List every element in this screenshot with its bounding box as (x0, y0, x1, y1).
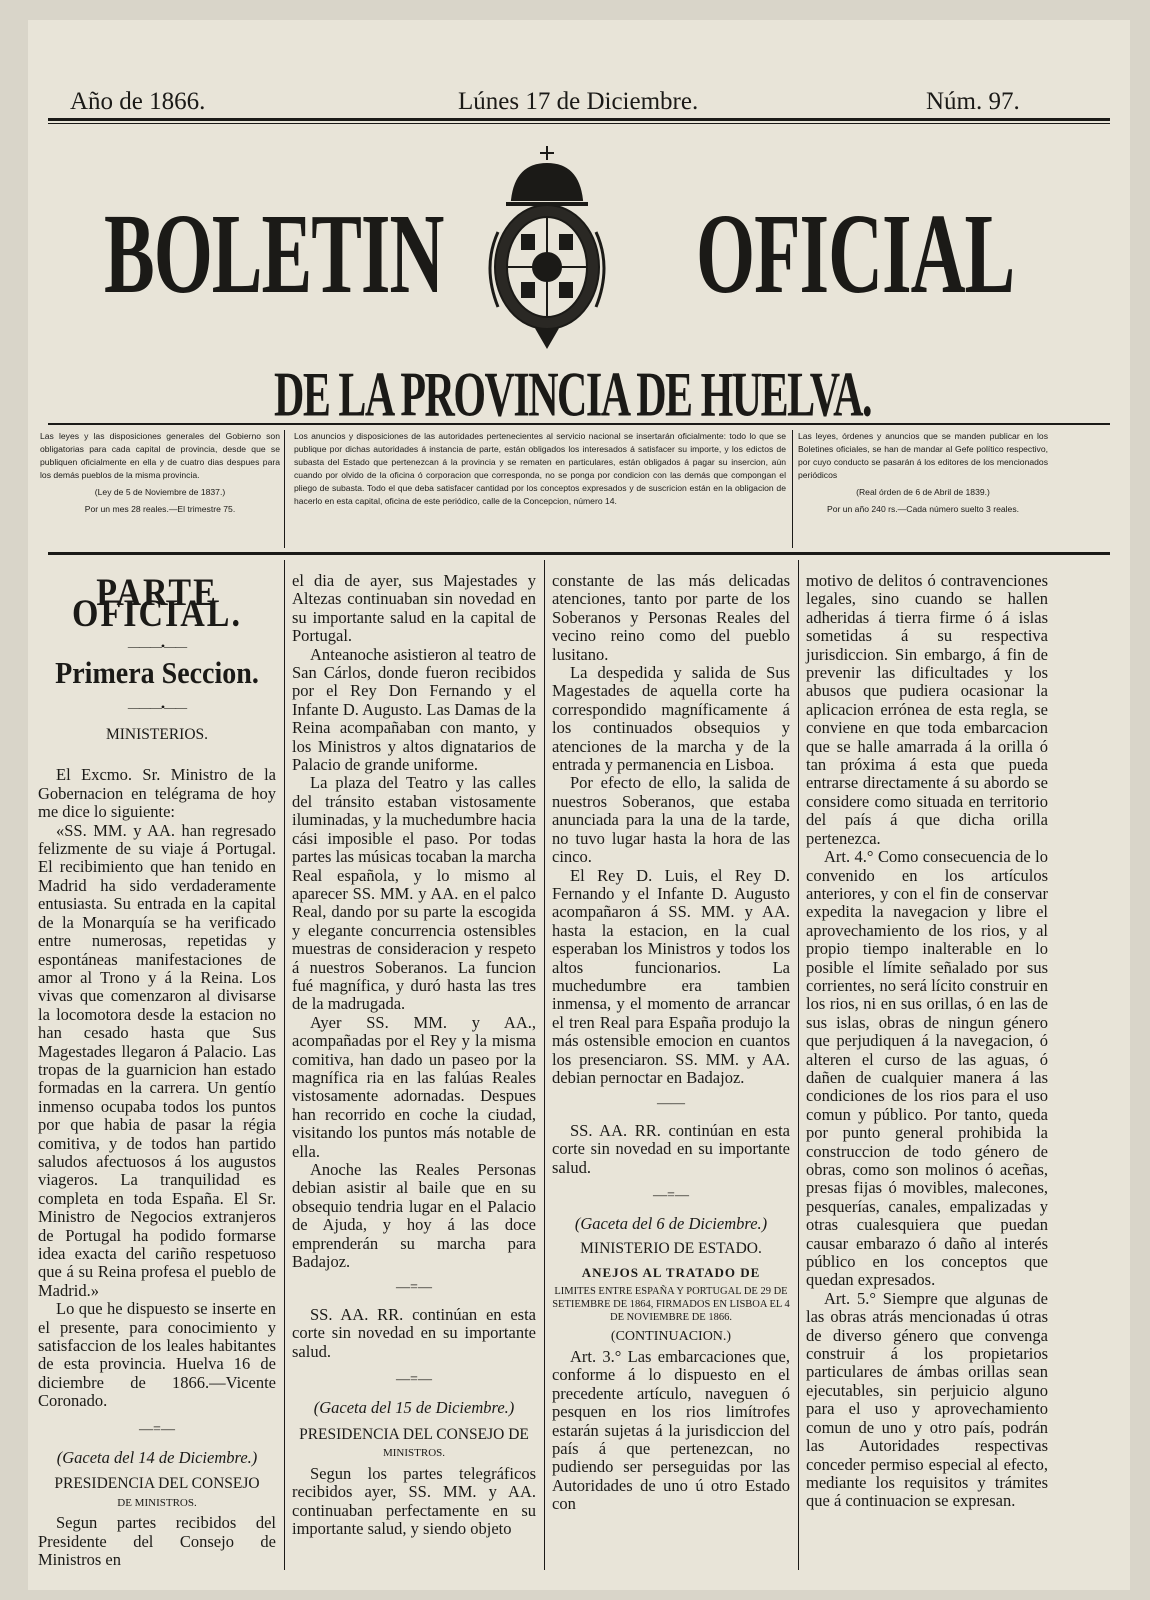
seccion-heading: Primera Seccion. (55, 656, 259, 691)
presidencia-heading: PRESIDENCIA DEL CONSEJO DE (299, 1425, 529, 1443)
masthead-title-right: OFICIAL (696, 191, 1015, 318)
info-left-text: Las leyes y las disposiciones generales del Gobierno son obligatorias para cada capital de provincia, desde que se publiquen oficialmente en ella y de cuatro dias despues para los demás pueblos de la misma provincia. (40, 431, 280, 480)
column-divider-3 (798, 560, 799, 1570)
presidencia-subheading: MINISTROS. (382, 1447, 446, 1460)
info-left-price: Por un mes 28 reales.—El trimestre 75. (84, 504, 236, 514)
paragraph: el dia de ayer, sus Majestades y Altezas continuaban sin novedad en su importante salud en la capital de Portugal. (292, 571, 536, 646)
separator: —=— (396, 1280, 432, 1296)
separator: —=— (653, 1188, 689, 1203)
separator: —— (657, 1096, 685, 1112)
masthead-title-left: BOLETIN (104, 191, 444, 318)
newspaper-page (28, 20, 1130, 1590)
paragraph: Lo que he dispuesto se inserte en el presente, para conocimiento y satisfaccion de los leales habitantes de esta provincia. Huelva 16 de diciembre de 1866.—Vicente Coronado. (38, 1299, 276, 1411)
masthead-subtitle: DE LA PROVINCIA DE HUELVA. (274, 361, 871, 431)
ministerios-heading: MINISTERIOS. (105, 726, 209, 744)
paragraph: La despedida y salida de Sus Magestades de aquella corte ha correspondido magníficamente á los continuados obsequios y atenciones de la marcha y de la entrada y permanencia en Lisboa. (552, 663, 790, 775)
info-left (40, 430, 280, 516)
paragraph: El Rey D. Luis, el Rey D. Fernando y el Infante D. Augusto acompañaron á SS. MM. y AA. hasta la estacion, en la cual esperaban los Ministros y todos los altos funcionarios. La muchedumbre era tambien inmensa, y el momento de arrancar el tren Real para España produjo la más ostensible emocion en cuantos los presenciaron. SS. MM. y AA. debian pernoctar en Badajoz. (552, 865, 790, 1087)
gaceta-citation: (Gaceta del 14 de Diciembre.) (56, 1448, 258, 1468)
date-label: Lúnes 17 de Diciembre. (458, 88, 699, 115)
info-left-law: (Ley de 5 de Noviembre de 1837.) (94, 487, 226, 497)
info-right-text: Las leyes, órdenes y anuncios que se manden publicar en los Boletines oficiales, se han de mandar al Gefe político respectivo, por cuyo conducto se pasarán á los editores de los mencionados periódicos (798, 431, 1048, 480)
info-divider-2 (792, 430, 793, 548)
separator: —=— (139, 1421, 175, 1437)
paragraph: «SS. MM. y AA. han regresado felizmente de su viaje á Portugal. El recibimiento que han tenido en Madrid ha sido verdaderamente entusiasta. Su entrada en la capital de la Monarquía se ha verificado entre numerosas, repetidas y espontáneas manifestaciones de amor al Trono y á la Reina. Los vivas que comenzaron al divisarse la locomotora desde la estacion no han cesado hasta que Sus Magestades llegaron á Palacio. Las tropas de la guarnicion han estado formadas en la carrera. Un gentío inmenso ocupaba todos los puntos por que habia de pasar la régia comitiva, y de todos han partido saludos afectuosos á los augustos viageros. La tranquilidad es completa en toda España. El Sr. Ministro de Negocios extranjeros de Portugal ha podido formarse idea exacta del cariño respetuoso que á su Reina profesa el pueblo de Madrid.» (38, 820, 276, 1300)
paragraph: SS. AA. RR. continúan en esta corte sin novedad en su importante salud. (292, 1304, 536, 1361)
info-right-law: (Real órden de 6 de Abril de 1839.) (856, 487, 990, 497)
paragraph: Segun partes recibidos del Presidente del Consejo de Ministros en (38, 1513, 276, 1570)
column-divider-1 (284, 560, 285, 1570)
issue-number: Núm. 97. (926, 88, 1020, 115)
paragraph: Segun los partes telegráficos recibidos ayer, SS. MM. y AA. continuaban perfectamente en su importante salud, y siendo objeto (292, 1463, 536, 1538)
paragraph: Ayer SS. MM. y AA., acompañadas por el Rey y la misma comitiva, han dado un paseo por la magnífica ria en las falúas Reales vistosamente adornadas. Despues han recorrido en coche la ciudad, visitando los puntos más notable de ella. (292, 1012, 536, 1161)
paragraph: constante de las más delicadas atenciones, tanto por parte de los Soberanos y Personas Reales del vecino reino como del pueblo lusitano. (552, 571, 790, 664)
masthead-rule (48, 423, 1110, 425)
presidencia-heading: PRESIDENCIA DEL CONSEJO (54, 1475, 260, 1493)
gaceta-citation: (Gaceta del 15 de Diciembre.) (313, 1398, 515, 1418)
paragraph: Por efecto de ello, la salida de nuestros Soberanos, que estaba anunciada para la una de la tarde, no tuvo lugar hasta la hora de las cinco. (552, 773, 790, 867)
ornament: ———•—— (127, 699, 187, 714)
info-right-price: Por un año 240 rs.—Cada número suelto 3 reales. (826, 504, 1020, 514)
info-divider-1 (284, 430, 285, 548)
paragraph: Anoche las Reales Personas debian asistir al baile que en su obsequio tendria lugar en el Palacio de Ajuda, y hoy á las doce emprenderán su marcha para Badajoz. (292, 1160, 536, 1272)
info-center (294, 430, 786, 508)
paragraph: Art. 4.° Como consecuencia de lo convenido en los artículos anteriores, y con el fin de conservar expedita la navegacion y libre el aprovechamiento de los rios, y al propio tiempo inalterable en lo posible el límite señalado por sus corrientes, no será lícito construir en los rios, ni en sus orillas, ó en las de sus islas, obras de ningun género que perjudiquen á la navegacion, ó alteren el curso de las aguas, ó dañen de cualquier manera á las condiciones de los rios para el uso comun y público. Por tanto, queda por punto general prohibida la construccion de todo género de obras, como son molinos ó aceñas, presas fijas ó movibles, malecones, pesquerías, canales, empalizadas y otras cualesquiera que puedan causar embarazo ó daño al interés público en los conceptos que quedan expresados. (806, 847, 1048, 1290)
body-rule (48, 552, 1110, 555)
paragraph: El Excmo. Sr. Ministro de la Gobernacion en telégrama de hoy me dice lo siguiente: (38, 765, 276, 822)
anejos-heading: ANEJOS AL TRATADO DE (581, 1265, 761, 1281)
gaceta-citation: (Gaceta del 6 de Diciembre.) (574, 1214, 768, 1234)
parte-oficial-heading: PARTE OFICIAL. (72, 571, 242, 636)
ministerio-heading: MINISTERIO DE ESTADO. (580, 1239, 762, 1257)
top-rule-thin (48, 123, 1110, 124)
column-3 (552, 572, 790, 1514)
column-divider-2 (544, 560, 545, 1570)
continuacion-label: (CONTINUACION.) (610, 1328, 732, 1344)
year-label: Año de 1866. (70, 88, 206, 115)
coat-of-arms-icon (476, 142, 618, 352)
column-4 (806, 572, 1048, 1511)
paragraph: SS. AA. RR. continúan en esta corte sin novedad en su importante salud. (552, 1120, 790, 1177)
limites-heading: LIMITES ENTRE ESPAÑA Y PORTUGAL DE 29 DE SETIEMBRE DE 1864, FIRMADOS EN LISBOA EL 4 DE NOVIEMBRE DE 1866. (552, 1285, 790, 1323)
paragraph: La plaza del Teatro y las calles del tránsito estaban vistosamente iluminadas, y la muchedumbre hacia cási imposible el paso. Por todas partes las músicas tocaban la marcha Real española, y lo mismo al aparecer SS. MM. y AA. en el palco Real, dando por su parte la escogida y elegante concurrencia ostensibles muestras de consideracion y respeto á nuestros Soberanos. La funcion fué magnífica, y duró hasta las tres de la madrugada. (292, 773, 536, 1014)
paragraph: Anteanoche asistieron al teatro de San Cárlos, donde fueron recibidos por el Rey Don Fernando y el Infante D. Augusto. Las Damas de la Reina acompañaban con manto, y los Ministros y altos dignatarios de Palacio de grande uniforme. (292, 644, 536, 775)
ornament: ———•—— (127, 638, 187, 653)
info-right (798, 430, 1048, 516)
presidencia-subheading: DE MINISTROS. (117, 1496, 197, 1509)
paragraph: motivo de delitos ó contravenciones legales, sino cuando se hallen adheridas á tierra firme ó á islas sometidas á su respectiva jurisdiccion. Sin embargo, á fin de prevenir las dificultades y los abusos que pudiera ocasionar la aplicacion errónea de esta regla, se conviene en que toda embarcacion que se halle amarrada á la orilla ó tan próxima á esta que pueda entrarse directamente á su abordo se considere como situada en territorio del país á que dicha orilla pertenezca. (806, 571, 1048, 848)
info-center-text: Los anuncios y disposiciones de las autoridades pertenecientes al servicio nacional se insertarán oficialmente: todo lo que se publique por dichas autoridades á instancia de parte, están obligados los interesados á satisfacer su importe, y los edictos de subasta del Estado que pertenezcan á la provincia y se rematen en particulares, están obligados á pagar su insercion, aún cuando por olvido de la oficina ó corporacion que corresponda, no se ponga por condicion con las demás que compongan el pliego de subasta. Todo el que deba satisfacer cantidad por los conceptos expresados y de suscricion están en la obligacion de hacerlo en esta capital, oficina de este periódico, calle de la Concepcion, número 14. (294, 431, 786, 506)
separator: —=— (396, 1372, 432, 1388)
top-rule (48, 118, 1110, 121)
paragraph: Art. 3.° Las embarcaciones que, conforme á lo dispuesto en el precedente artículo, naveguen ó pesquen en los rios limítrofes estarán sujetas á la jurisdiccion del país á que pertenezcan, no pudiendo ser perseguidas por las Autoridades de uno ú otro Estado con (552, 1347, 790, 1514)
column-2 (292, 572, 536, 1538)
column-1 (38, 571, 276, 1570)
paragraph: Art. 5.° Siempre que algunas de las obras atrás mencionadas ú otras de diverso género que convenga construir á los propietarios particulares de ámbas orillas sean ejecutables, sin perjuicio alguno para el uso y aprovechamiento comun de uno y otro país, podrán las Autoridades respectivas conceder permiso especial al efecto, mediante los requisitos y trámites que á continuacion se expresan. (806, 1288, 1048, 1511)
